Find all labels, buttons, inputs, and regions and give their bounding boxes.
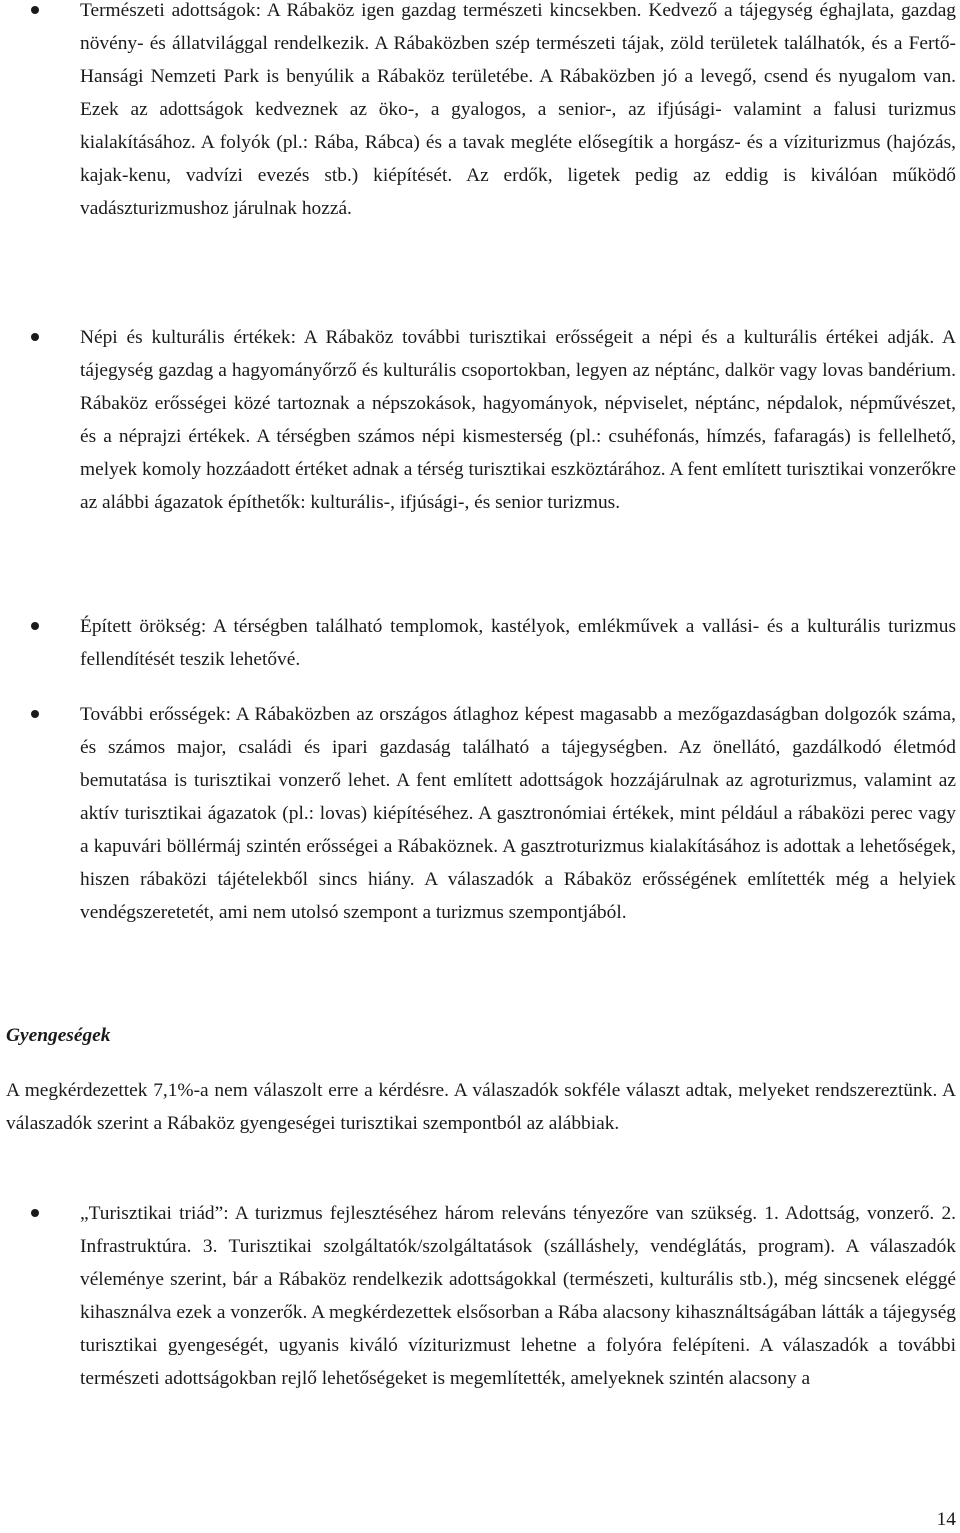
intro-paragraph: A megkérdezettek 7,1%-a nem válaszolt erre a kérdésre. A válaszadók sokféle választ adtak, melyeket rendszereztünk. A válaszadók szerint a Rábaköz gyengeségei turisztikai szempontból az alábbiak. (6, 1080, 956, 1134)
bullet-dot-icon (31, 622, 39, 630)
bullet-tourism-triad (80, 1197, 956, 1395)
bullet-text: Épített örökség: A térségben található templomok, kastélyok, emlékművek a vallási- és a kulturális turizmus fellendítését teszik lehetővé. (80, 616, 956, 670)
section-heading: Gyengeségek (6, 1025, 111, 1046)
bullet-natural-assets (80, 0, 956, 225)
bullet-text: Természeti adottságok: A Rábaköz igen gazdag természeti kincsekben. Kedvező a tájegység éghajlata, gazdag növény- és állatvilággal rendelkezik. A Rábaközben szép természeti tájak, zöld területek találhatók, és a Fertő-Hansági Nemzeti Park is benyúlik a Rábaköz területébe. A Rábaközben jó a levegő, csend és nyugalom van. Ezek az adottságok kedveznek az öko-, a gyalogos, a senior-, az ifjúsági- valamint a falusi turizmus kialakításához. A folyók (pl.: Rába, Rábca) és a tavak megléte elősegítik a horgász- és a víziturizmus (hajózás, kajak-kenu, vadvízi evezés stb.) kiépítését. Az erdők, ligetek pedig az eddig is kiválóan működő vadászturizmushoz járulnak hozzá. (80, 0, 956, 219)
page-number: 14 (936, 1509, 956, 1530)
bullet-folk-cultural-values (80, 321, 956, 519)
bullet-built-heritage (80, 610, 956, 676)
bullet-dot-icon (31, 6, 39, 14)
bullet-text: További erősségek: A Rábaközben az országos átlaghoz képest magasabb a mezőgazdaságban dolgozók száma, és számos major, családi és ipari gazdaság található a tájegységben. Az önellátó, gazdálkodó életmód bemutatása is turisztikai vonzerő lehet. A fent említett adottságok hozzájárulnak az agroturizmus, valamint az aktív turisztikai ágazatok (pl.: lovas) kiépítéséhez. A gasztronómiai értékek, mint például a rábaközi perec vagy a kapuvári böllérmáj szintén erősségei a Rábaköznek. A gasztroturizmus kialakításához is adottak a lehetőségek, hiszen rábaközi tájételekből sincs hiány. A válaszadók a Rábaköz erősségének említették még a helyiek vendégszeretetét, ami nem utolsó szempont a turizmus szempontjából. (80, 704, 956, 923)
bullet-dot-icon (31, 710, 39, 718)
bullet-text: Népi és kulturális értékek: A Rábaköz további turisztikai erősségeit a népi és a kulturális értékei adják. A tájegység gazdag a hagyományőrző és kulturális csoportokban, legyen az néptánc, dalkör vagy lovas bandérium. Rábaköz erősségei közé tartoznak a népszokások, hagyományok, népviselet, néptánc, népdalok, népművészet, és a néprajzi értékek. A térségben számos népi kismesterség (pl.: csuhéfonás, hímzés, fafaragás) is fellelhető, melyek komoly hozzáadott értéket adnak a térség turisztikai eszköztárához. A fent említett turisztikai vonzerőkre az alábbi ágazatok építhetők: kulturális-, ifjúsági-, és senior turizmus. (80, 327, 956, 513)
bullet-dot-icon (31, 1209, 39, 1217)
bullet-further-strengths (80, 698, 956, 929)
bullet-dot-icon (31, 333, 39, 341)
bullet-text: „Turisztikai triád”: A turizmus fejlesztéséhez három releváns tényezőre van szükség. 1. Adottság, vonzerő. 2. Infrastruktúra. 3. Turisztikai szolgáltatók/szolgáltatások (szálláshely, vendéglátás, program). A válaszadók véleménye szerint, bár a Rábaköz rendelkezik adottságokkal (természeti, kulturális stb.), még sincsenek eléggé kihasználva ezek a vonzerők. A megkérdezettek elsősorban a Rába alacsony kihasználtságában látták a tájegység turisztikai gyengeségét, ugyanis kiváló víziturizmust lehetne a folyóra felépíteni. A válaszadók a további természeti adottságokban rejlő lehetőségeket is megemlítették, amelyeknek szintén alacsony a (80, 1203, 956, 1389)
